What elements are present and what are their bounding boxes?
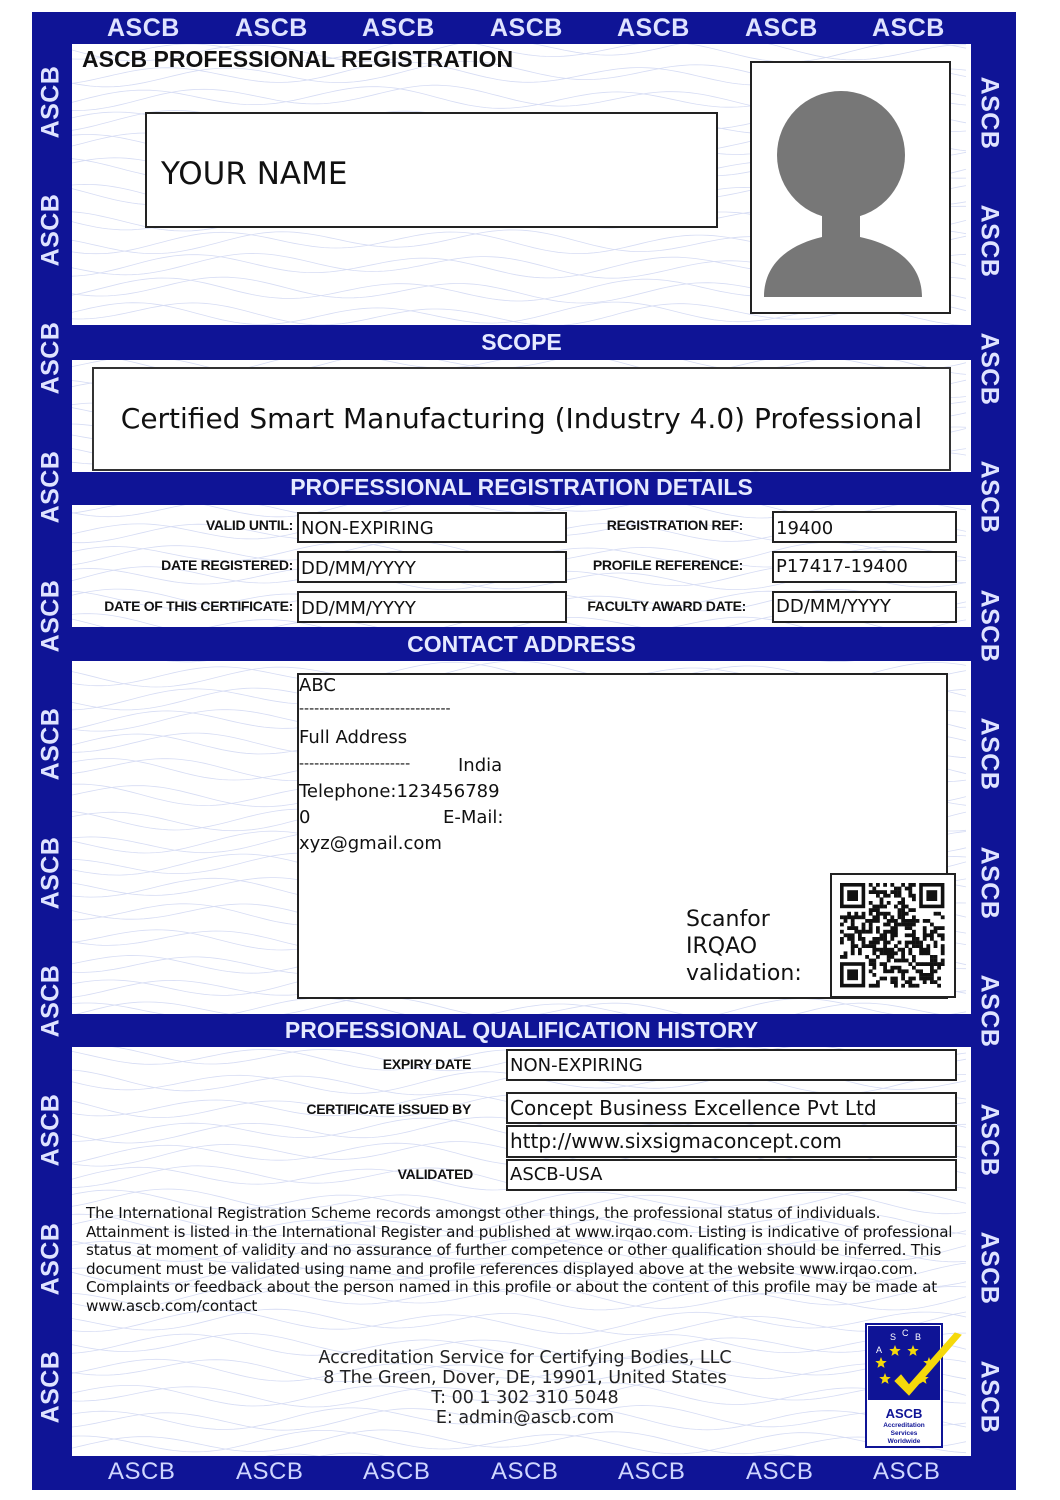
watermark-left-6: ASCB [36, 707, 65, 781]
scope-band: SCOPE [72, 325, 971, 360]
watermark-top-2: ASCB [235, 14, 308, 42]
watermark-left-9: ASCB [36, 1093, 65, 1167]
faculty-award-label: FACULTY AWARD DATE: [587, 598, 746, 614]
registration-band: PROFESSIONAL REGISTRATION DETAILS [72, 472, 971, 505]
watermark-top-3: ASCB [362, 14, 435, 42]
scan-instruction [686, 906, 802, 987]
scope-box [92, 367, 951, 471]
registration-title: ASCB PROFESSIONAL REGISTRATION [82, 46, 514, 72]
watermark-bottom-5: ASCB [618, 1458, 686, 1485]
watermark-left-1: ASCB [36, 65, 65, 139]
org-address: 8 The Green, Dover, DE, 19901, United States [323, 1368, 727, 1388]
address-line-email: xyz@gmail.com [299, 833, 442, 854]
address-line-divider: ------------------------------ [299, 701, 451, 717]
watermark-left-5: ASCB [36, 579, 65, 653]
logo-line-1: Accreditation [883, 1422, 925, 1429]
watermark-right-7: ASCB [975, 846, 1004, 920]
watermark-right-10: ASCB [975, 1231, 1004, 1305]
scan-line-2: IRQAO [686, 934, 758, 959]
valid-until-label: VALID UNTIL: [205, 517, 293, 533]
logo-letter-s: S [890, 1332, 897, 1342]
address-line-full-address: Full Address [299, 727, 408, 748]
issuer-url-field: http://www.sixsigmaconcept.com [506, 1125, 957, 1158]
watermark-left-8: ASCB [36, 964, 65, 1038]
scope-value: Certified Smart Manufacturing (Industry 4.0) Professional [120, 402, 923, 435]
watermark-bottom-7: ASCB [873, 1458, 941, 1485]
registration-ref-field: 19400 [772, 511, 957, 543]
watermark-top-5: ASCB [617, 14, 690, 42]
watermark-right-1: ASCB [975, 76, 1004, 150]
watermark-right-8: ASCB [975, 974, 1004, 1048]
logo-line-2: Services [890, 1430, 918, 1437]
address-line-email-label: E-Mail: [443, 807, 504, 828]
watermark-bottom-2: ASCB [236, 1458, 304, 1485]
scan-line-3: validation: [686, 961, 802, 986]
org-email: E: admin@ascb.com [435, 1408, 615, 1428]
validated-label: VALIDATED [397, 1166, 473, 1182]
watermark-left-10: ASCB [36, 1222, 65, 1296]
qr-code-icon [832, 875, 954, 996]
watermark-right-2: ASCB [975, 204, 1004, 278]
watermark-right-9: ASCB [975, 1103, 1004, 1177]
date-certificate-label: DATE OF THIS CERTIFICATE: [104, 598, 293, 614]
watermark-top-6: ASCB [745, 14, 818, 42]
contact-band: CONTACT ADDRESS [72, 627, 971, 661]
watermark-right-11: ASCB [975, 1360, 1004, 1434]
profile-ref-label: PROFILE REFERENCE: [592, 557, 743, 573]
logo-letter-c: C [902, 1328, 909, 1338]
watermark-bottom-1: ASCB [108, 1458, 176, 1485]
person-silhouette-icon [752, 63, 949, 312]
expiry-date-field: NON-EXPIRING [506, 1049, 957, 1081]
photo-box [750, 61, 951, 314]
validated-field: ASCB-USA [506, 1159, 957, 1191]
logo-line-3: Worldwide [887, 1438, 921, 1445]
org-phone: T: 00 1 302 310 5048 [431, 1388, 619, 1408]
issuer-field: Concept Business Excellence Pvt Ltd [506, 1092, 957, 1124]
ascb-logo-icon [865, 1323, 963, 1449]
logo-letter-b: B [915, 1332, 922, 1342]
logo-letter-a: A [876, 1345, 883, 1355]
watermark-right-5: ASCB [975, 589, 1004, 663]
watermark-right-3: ASCB [975, 332, 1004, 406]
scan-line-1: Scanfor [686, 907, 770, 932]
qualification-band: PROFESSIONAL QUALIFICATION HISTORY [72, 1014, 971, 1047]
org-name: Accreditation Service for Certifying Bodies, LLC [318, 1348, 732, 1368]
watermark-top-4: ASCB [490, 14, 563, 42]
disclaimer-text: The International Registration Scheme records amongst other things, the professional status of individuals. Attainment is listed in the International Register and published at www.irqao.com. Listing is indicative of professional status at moment of validity and no assurance of further competence or other qualification should be inferred. This document must be validated using name and profile references displayed above at the website www.irqao.com. Complaints or feedback about the person named in this profile or about the content of this profile may be made at www.ascb.com/contact [86, 1204, 953, 1315]
watermark-top-1: ASCB [107, 14, 180, 42]
qr-code-box [830, 873, 956, 998]
date-registered-label: DATE REGISTERED: [161, 557, 293, 573]
valid-until-field: NON-EXPIRING [297, 512, 567, 543]
holder-name: YOUR NAME [161, 156, 348, 192]
watermark-top-7: ASCB [872, 14, 945, 42]
watermark-left-4: ASCB [36, 450, 65, 524]
address-line-telephone: Telephone:123456789 [299, 781, 500, 802]
address-line-name: ABC [299, 675, 336, 696]
address-line-telephone-cont: 0 [299, 807, 311, 828]
registration-ref-label: REGISTRATION REF: [606, 517, 743, 533]
date-certificate-field: DD/MM/YYYY [297, 591, 567, 623]
watermark-left-7: ASCB [36, 836, 65, 910]
faculty-award-field: DD/MM/YYYY [772, 591, 957, 623]
watermark-right-6: ASCB [975, 717, 1004, 791]
watermark-bottom-3: ASCB [363, 1458, 431, 1485]
logo-name: ASCB [885, 1406, 923, 1421]
address-line-country: India [458, 755, 503, 776]
name-box [145, 112, 718, 228]
watermark-bottom-4: ASCB [491, 1458, 559, 1485]
watermark-bottom-6: ASCB [746, 1458, 814, 1485]
watermark-left-3: ASCB [36, 321, 65, 395]
profile-ref-field: P17417-19400 [772, 551, 957, 583]
watermark-left-2: ASCB [36, 193, 65, 267]
watermark-right-4: ASCB [975, 460, 1004, 534]
expiry-date-label: EXPIRY DATE [382, 1056, 471, 1072]
issued-by-label: CERTIFICATE ISSUED BY [306, 1101, 471, 1117]
watermark-left-11: ASCB [36, 1350, 65, 1424]
date-registered-field: DD/MM/YYYY [297, 551, 567, 583]
address-line-divider-2: ---------------------- [299, 756, 411, 772]
